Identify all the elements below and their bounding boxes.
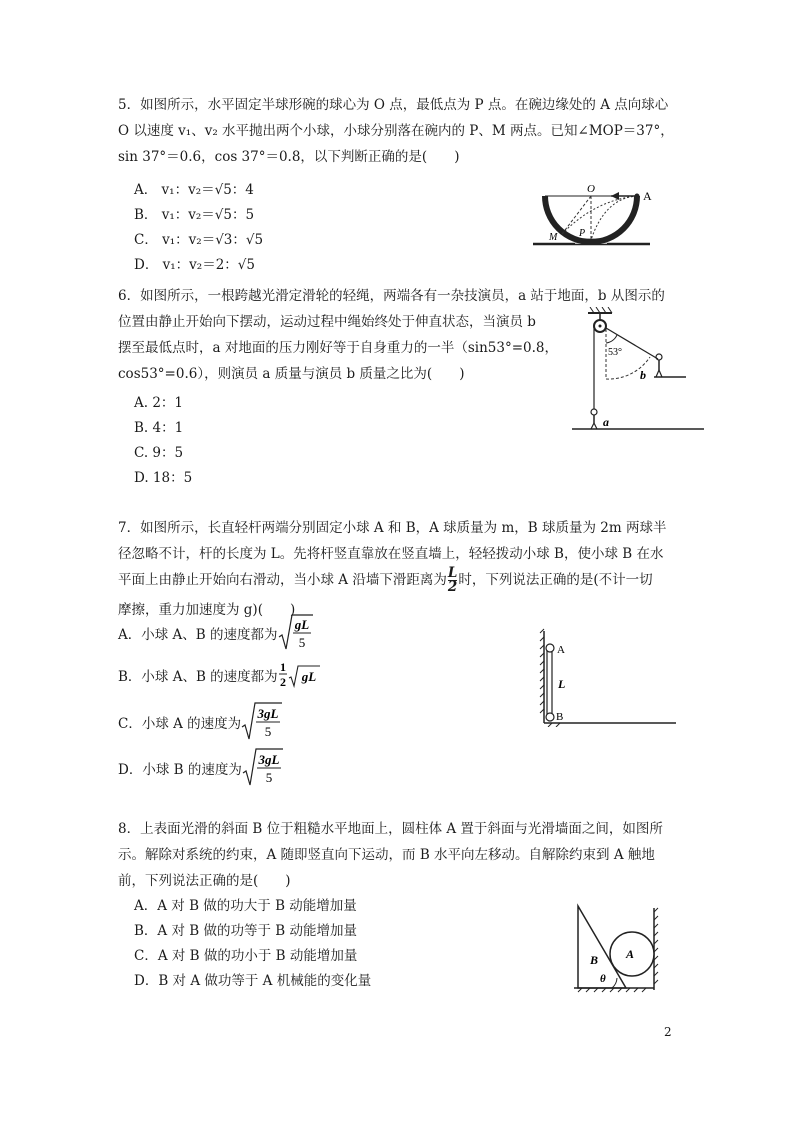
q8-option-a: A．A 对 B 做的功大于 B 动能增加量	[134, 898, 357, 914]
q6-line-4: cos53°=0.6），则演员 a 质量与演员 b 质量之比为( )	[118, 366, 465, 382]
q6-option-b: B. 4：1	[134, 420, 184, 436]
q5-line-2: O 以速度 v₁、v₂ 水平抛出两个小球，小球分别落在碗内的 P、M 两点。已知∠MOP＝37°，	[118, 123, 674, 139]
q5-line-1: 5．如图所示，水平固定半球形碗的球心为 O 点，最低点为 P 点。在碗边缘处的 A 点向球心	[118, 97, 669, 113]
q7-option-b	[118, 658, 322, 692]
q7-line-4: 摩擦，重力加速度为 g)( )	[118, 602, 296, 618]
q7-option-c-radical	[241, 701, 283, 743]
q6-option-d: D. 18：5	[134, 470, 193, 486]
q8-option-c: C．A 对 B 做的功小于 B 动能增加量	[134, 948, 358, 964]
q7-half-num: L	[447, 565, 458, 581]
q7-option-c-text: C．小球 A 的速度为	[118, 716, 242, 732]
q6-label-b: b	[640, 368, 646, 382]
q6-line-2: 位置由静止开始向下摆动，运动过程中绳始终处于伸直状态，当演员 b	[118, 314, 536, 330]
q7-label-b: B	[556, 711, 564, 723]
q8-incline-figure	[570, 902, 662, 994]
q8-option-b: B．A 对 B 做的功等于 B 动能增加量	[134, 923, 357, 939]
q7-option-b-root: gL	[301, 669, 316, 684]
q7-line-1: 7．如图所示，长直轻杆两端分别固定小球 A 和 B，A 球质量为 m，B 球质量为 2m 两球半	[118, 520, 667, 536]
q5-label-p: P	[579, 228, 586, 239]
q5-option-c: C． v₁：v₂＝√3：√5	[134, 232, 264, 248]
q7-line-3-end: 时，下列说法正确的是(不计一切	[458, 572, 653, 588]
q6-option-a: A. 2：1	[134, 395, 184, 411]
q6-option-c: C. 9：5	[134, 445, 184, 461]
q5-label-m: M	[549, 232, 558, 243]
q7-option-a-num: gL	[294, 617, 309, 632]
q7-option-d	[118, 747, 284, 789]
q5-option-b: B． v₁：v₂＝√5：5	[134, 207, 255, 223]
q7-line-3-start: 平面上由静止开始向右滑动，当小球 A 沿墙下滑距离为	[118, 572, 447, 588]
q7-option-a-text: A．小球 A、B 的速度都为	[118, 627, 278, 643]
q8-line-3: 前，下列说法正确的是( )	[118, 873, 291, 889]
question-7	[118, 515, 688, 623]
q8-option-d: D．B 对 A 做功等于 A 机械能的变化量	[134, 973, 372, 989]
q7-line-2: 径忽略不计，杆的长度为 L。先将杆竖直靠放在竖直墙上，轻轻拨动小球 B，使小球 B 在水	[118, 546, 664, 562]
q7-line-3	[118, 567, 688, 597]
q7-option-d-den: 5	[265, 770, 273, 785]
q5-bowl-figure	[525, 182, 660, 252]
q6-line-3: 摆至最低点时，a 对地面的压力刚好等于自身重力的一半（sin53°=0.8，	[118, 340, 558, 356]
q5-option-d: D． v₁：v₂＝2：√5	[134, 257, 255, 273]
q7-label-a: A	[557, 644, 565, 656]
q5-label-a: A	[643, 189, 652, 203]
q7-option-b-frac-den: 2	[279, 675, 286, 689]
q7-label-l: L	[558, 677, 566, 691]
q7-option-c-den: 5	[264, 724, 272, 739]
q7-option-d-radical	[242, 747, 284, 789]
q7-rod-figure	[538, 627, 678, 727]
q7-option-c-num: 3gL	[257, 706, 279, 721]
q7-option-b-radical	[278, 658, 322, 692]
q6-line-1: 6．如图所示，一根跨越光滑定滑轮的轻绳，两端各有一杂技演员，a 站于地面，b 从图示的	[118, 288, 665, 304]
q8-label-b: B	[590, 953, 599, 967]
q6-angle-label: 53°	[608, 347, 622, 358]
q7-option-c	[118, 701, 283, 743]
q8-line-2: 示。解除对系统的约束，A 随即竖直向下运动，而 B 水平向左移动。自解除约束到 A 触地	[118, 847, 655, 863]
q7-half-den: 2	[447, 579, 458, 595]
page-number: 2	[664, 1025, 672, 1039]
q7-option-d-num: 3gL	[258, 752, 280, 767]
q5-option-a: A． v₁：v₂＝√5：4	[134, 182, 254, 198]
q6-pulley-figure	[570, 307, 706, 437]
q7-option-b-frac-num: 1	[279, 660, 286, 674]
q5-line-3: sin 37°＝0.6，cos 37°＝0.8，以下判断正确的是( )	[118, 149, 460, 165]
q7-half-fraction	[448, 567, 458, 594]
q8-line-1: 8．上表面光滑的斜面 B 位于粗糙水平地面上，圆柱体 A 置于斜面与光滑墙面之间，如图所	[118, 821, 663, 837]
q8-label-a: A	[626, 947, 635, 961]
q7-option-a-radical	[278, 613, 314, 653]
q7-option-a	[118, 614, 314, 652]
q6-label-a: a	[603, 415, 609, 429]
q7-option-b-text: B．小球 A、B 的速度都为	[118, 669, 278, 685]
q7-option-d-text: D．小球 B 的速度为	[118, 762, 242, 778]
q8-label-theta: θ	[600, 973, 606, 985]
q5-label-o: O	[587, 183, 595, 195]
q7-option-a-den: 5	[298, 635, 305, 650]
